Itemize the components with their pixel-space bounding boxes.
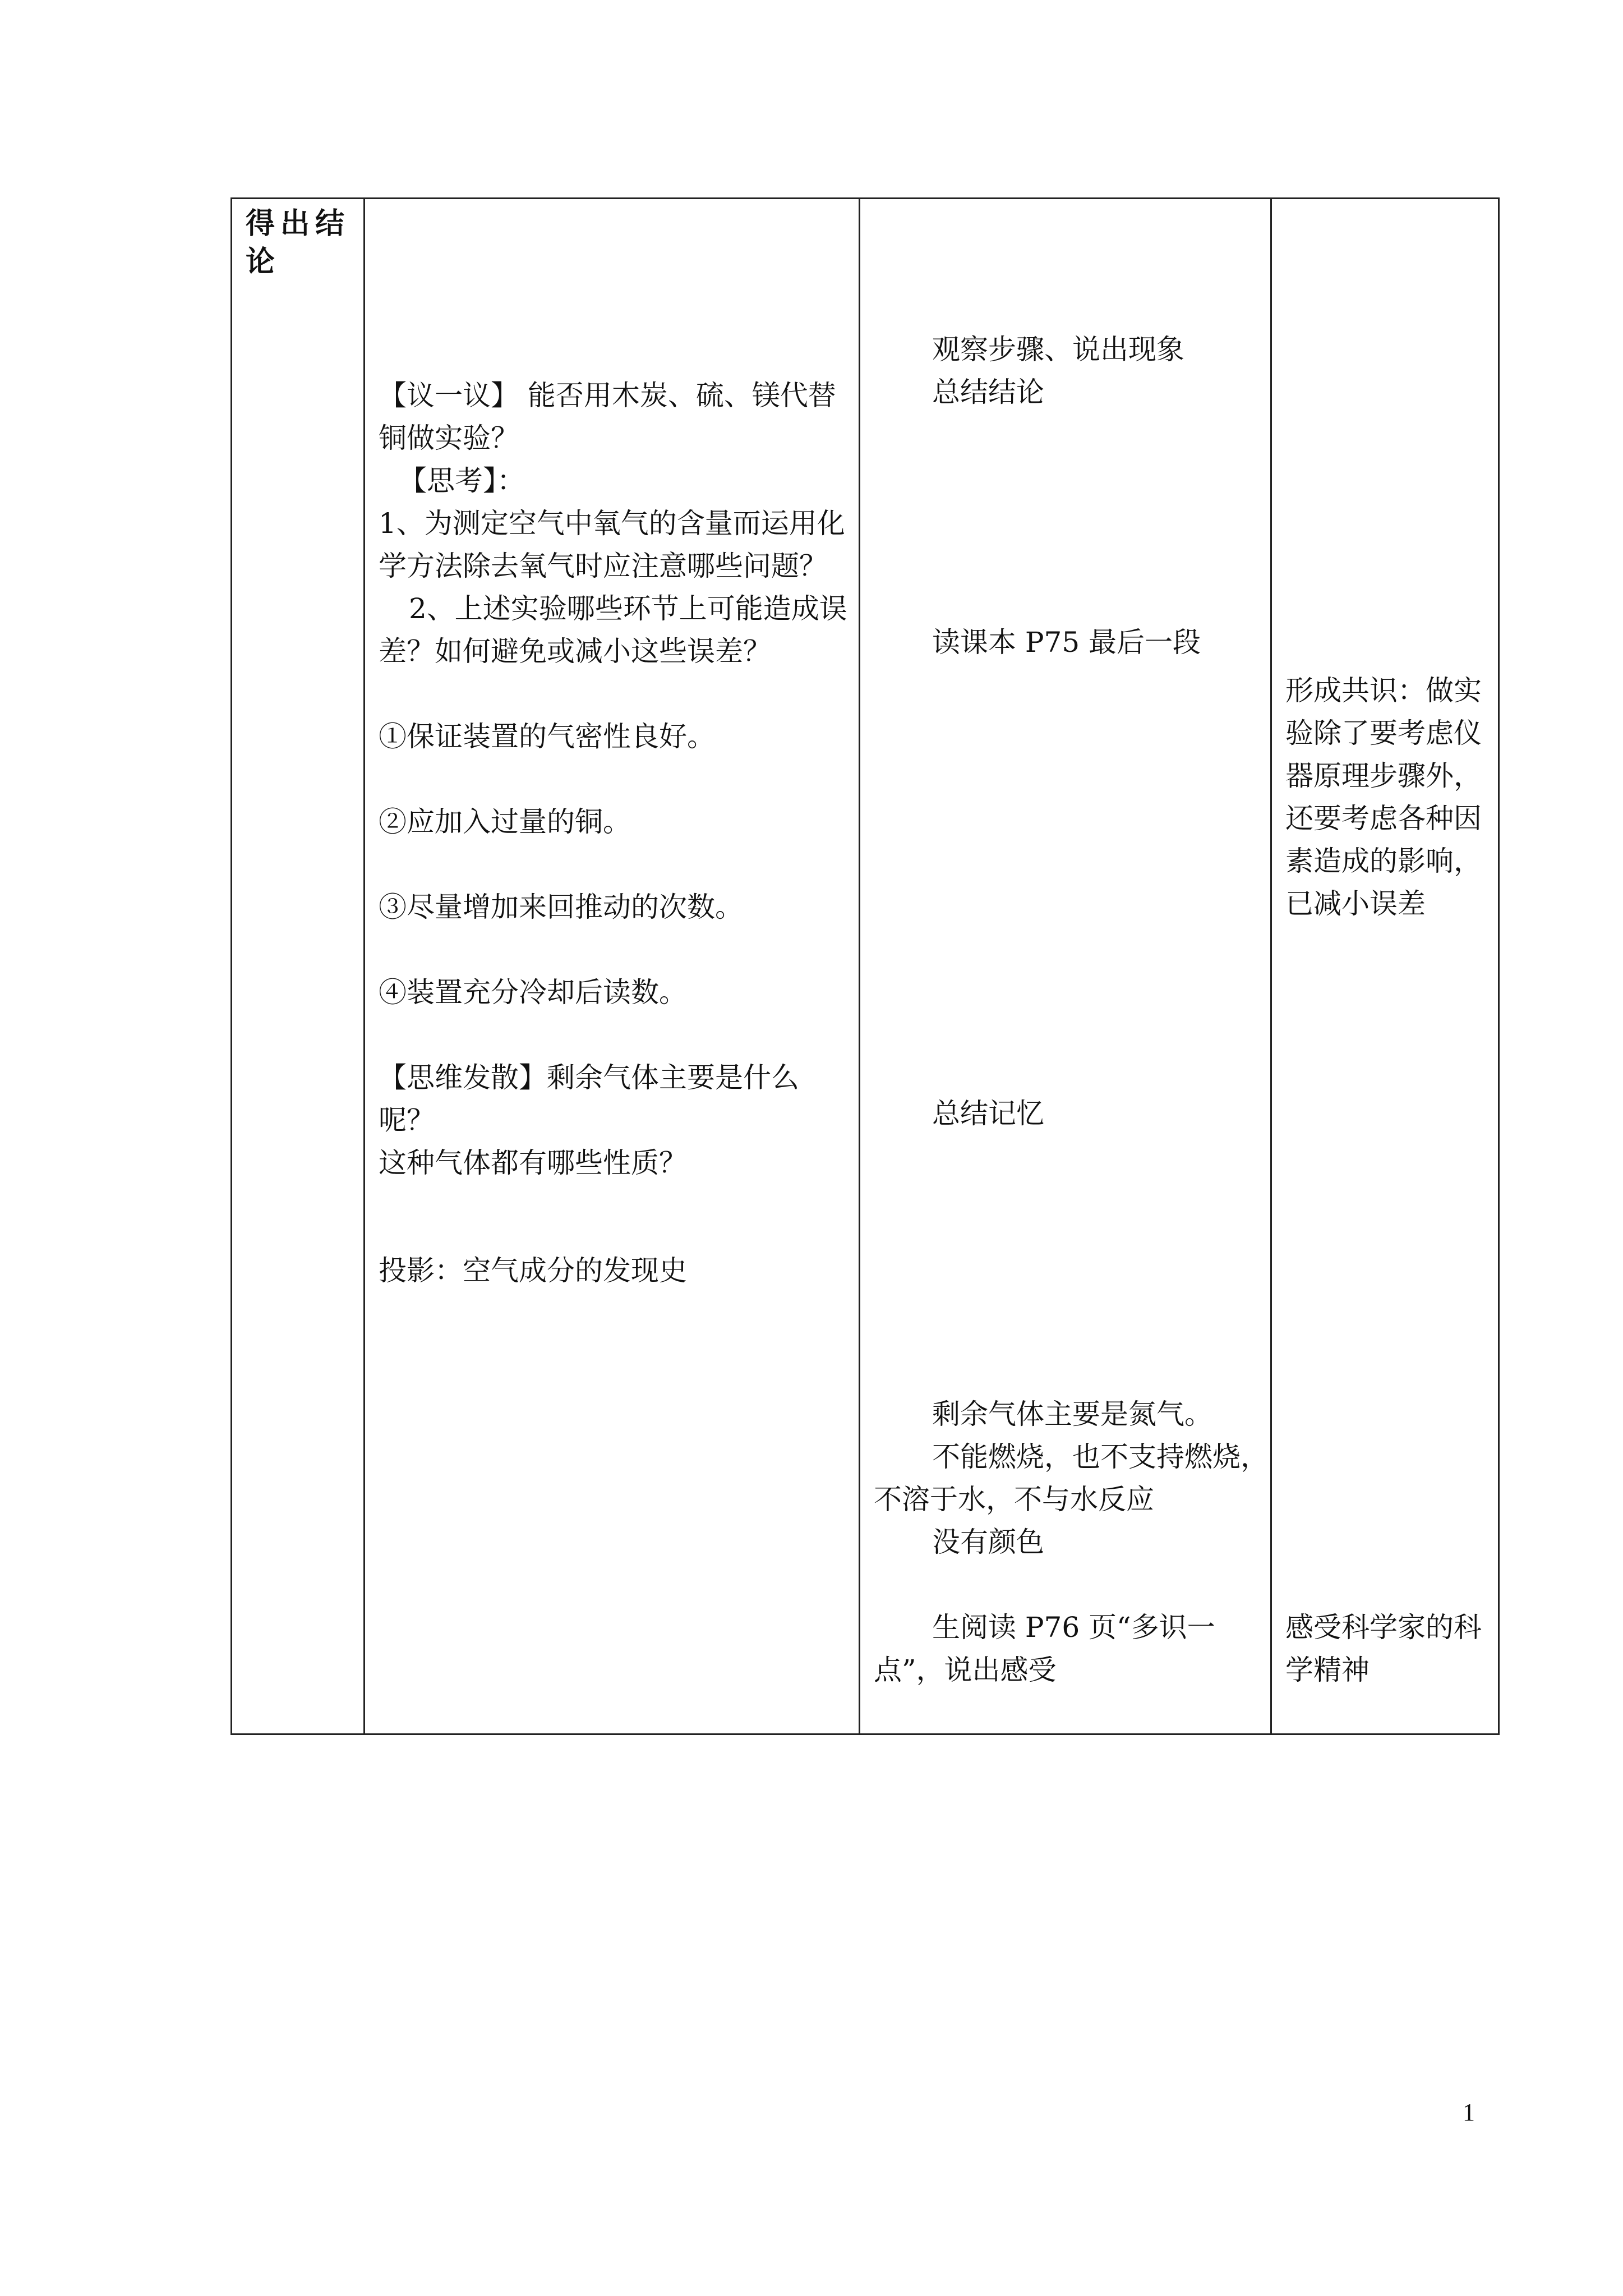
text-line: 呢？ <box>379 1104 435 1137</box>
text-line: 已减小误差 <box>1285 887 1426 920</box>
stage-heading-line: 论 <box>246 245 281 279</box>
text-line: 总结结论 <box>932 376 1044 408</box>
text-line: 感受科学家的科 <box>1285 1611 1482 1644</box>
stage-cell <box>232 199 363 1733</box>
text-line: 素造成的影响， <box>1285 845 1482 877</box>
student-activity-cell <box>860 199 1270 1733</box>
lesson-table <box>230 197 1500 1735</box>
teacher-activity-cell <box>365 199 859 1733</box>
text-line: 形成共识：做实 <box>1285 674 1482 707</box>
text-line: 剩余气体主要是氮气。 <box>932 1398 1212 1430</box>
design-intent-cell <box>1272 199 1500 1733</box>
text-line: 生阅读 P76 页“多识一 <box>932 1611 1215 1644</box>
text-line: 不溶于水，不与水反应 <box>874 1483 1154 1516</box>
text-line: 不能燃烧，也不支持燃烧， <box>932 1441 1269 1473</box>
text-line: 没有颜色 <box>932 1526 1044 1558</box>
text-line: 学方法除去氧气时应注意哪些问题？ <box>379 550 827 582</box>
text-line: 1、为测定空气中氧气的含量而运用化 <box>379 507 845 540</box>
text-line: 还要考虑各种因 <box>1285 802 1482 835</box>
text-line: 【议一议】 能否用木炭、硫、镁代替 <box>379 379 836 412</box>
text-line: 点”，说出感受 <box>874 1654 1057 1686</box>
text-line: ④装置充分冷却后读数。 <box>379 976 687 1009</box>
stage-heading-line: 得出结 <box>246 206 351 241</box>
text-line: 铜做实验？ <box>379 422 519 454</box>
text-line: ③尽量增加来回推动的次数。 <box>379 891 743 923</box>
text-line: 学精神 <box>1285 1654 1370 1686</box>
text-line: 读课本 P75 最后一段 <box>932 626 1201 659</box>
text-line: 验除了要考虑仪 <box>1285 717 1482 749</box>
text-line: 投影：空气成分的发现史 <box>379 1254 687 1287</box>
text-line: 差？如何避免或减小这些误差？ <box>379 635 771 668</box>
page-number: 1 <box>1463 2099 1475 2126</box>
text-line: 观察步骤、说出现象 <box>932 333 1184 366</box>
text-line: 总结记忆 <box>932 1097 1044 1130</box>
text-line: 【思维发散】剩余气体主要是什么 <box>379 1061 799 1094</box>
text-line: ②应加入过量的铜。 <box>379 806 631 838</box>
text-line: ①保证装置的气密性良好。 <box>379 720 715 753</box>
text-line: 这种气体都有哪些性质？ <box>379 1147 687 1179</box>
text-line: 器原理步骤外， <box>1285 760 1482 792</box>
text-line: 【思考】： <box>399 464 525 497</box>
text-line: 2、上述实验哪些环节上可能造成误 <box>409 592 847 625</box>
